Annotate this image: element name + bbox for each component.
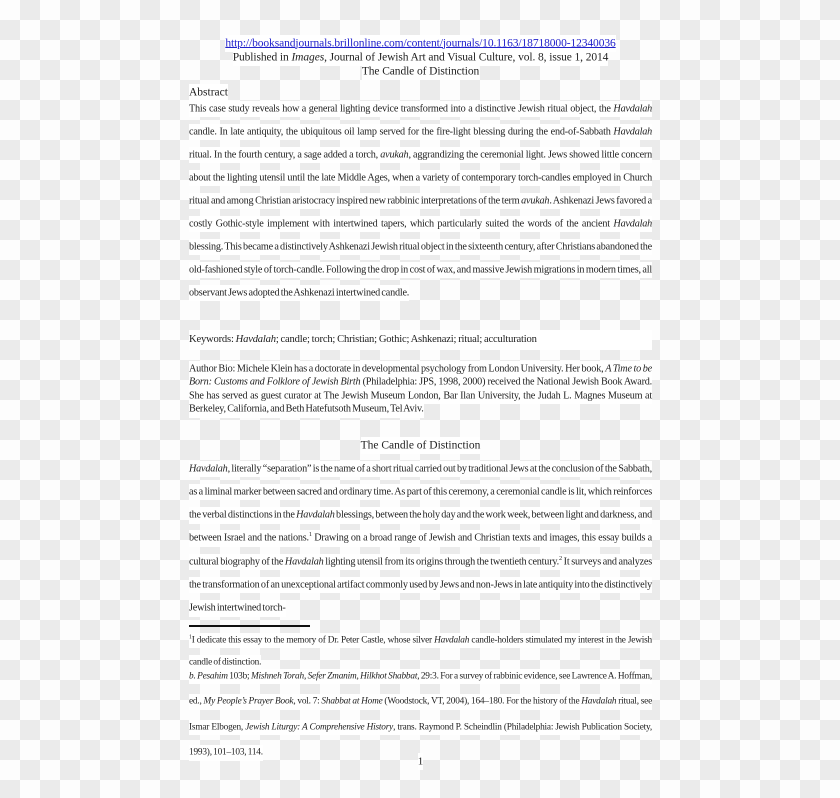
page-number-row <box>189 754 652 768</box>
page-header <box>189 36 652 78</box>
abstract-heading: Abstract <box>189 84 228 102</box>
footnote-separator <box>189 625 310 627</box>
section-heading-row <box>189 438 652 452</box>
footnote-1: $^1$I dedicate this essay to the memory of Dr. Peter Castle, whose silver Havdalah candle-holders stimulated my interest in the Jewish candle of distinction. <box>189 629 652 673</box>
document-title: The Candle of Distinction <box>362 63 479 81</box>
publication-line <box>189 50 652 64</box>
section-title: The Candle of Distinction <box>361 437 481 455</box>
source-url-link[interactable]: http://booksandjournals.brillonline.com/content/journals/10.1163/18718000-12340036 <box>225 35 615 53</box>
source-url-line <box>189 36 652 50</box>
footnote-2: b. Pesahim 103b; Mishneh Torah, Sefer Zmanim, Hilkhot Shabbat, 29:3. For a survey of rabbinic evidence, see Lawrence A. Hoffman, ed., My People’s Prayer Book, vol. 7: Shabbat at Home (Woodstock, VT, 2004), 164–180. For the history of the Havdalah ritual, see Ismar Elbogen, Jewish Liturgy: A Comprehensive History, trans. Raymond P. Scheindlin (Philadelphia: Jewish Publication Society, 1993), 101–103, 114. <box>189 664 652 766</box>
body-text: Havdalah, literally “separation” is the name of a short ritual carried out by traditional Jews at the conclusion of the Sabbath, as a liminal marker between sacred and ordinary time. As part of this ceremony, a ceremonial candle is lit, which reinforces the verbal distinctions in the Havdalah blessings, between the holy day and the work week, between light and darkness, and between Israel and the nations.$^1$ Drawing on a broad range of Jewish and Christian texts and images, this essay builds a cultural biography of the Havdalah lighting utensil from its origins through the twentieth century.$^2$ It surveys and analyzes the transformation of an unexceptional artifact commonly used by Jews and non-Jews in late antiquity into the distinctively Jewish intertwined torch- <box>189 457 652 620</box>
keywords-line: Keywords: Havdalah; candle; torch; Christian; Gothic; Ashkenazi; ritual; acculturation <box>189 330 652 350</box>
document-page <box>189 0 652 798</box>
page-number: 1 <box>418 753 424 771</box>
keywords-row <box>189 330 652 350</box>
abstract-text: This case study reveals how a general lighting device transformed into a distinctive Jewish ritual object, the Havdalah candle. In late antiquity, the ubiquitous oil lamp served for the fire-light blessing during the end-of-Sabbath Havdalah ritual. In the fourth century, a sage added a torch, avukah, aggrandizing the ceremonial light. Jews showed little concern about the lighting utensil until the late Middle Ages, when a variety of contemporary torch-candles employed in Church ritual and among Christian aristocracy inspired new rabbinic interpretations of the term avukah. Ashkenazi Jews favored a costly Gothic-style implement with intertwined tapers, which particularly suited the words of the ancient Havdalah blessing. This became a distinctively Ashkenazi Jewish ritual object in the sixteenth century, after Christians abandoned the old-fashioned style of torch-candle. Following the drop in cost of wax, and massive Jewish migrations in modern times, all observant Jews adopted the Ashkenazi intertwined candle. <box>189 97 652 304</box>
title-line <box>189 64 652 78</box>
author-bio: Author Bio: Michele Klein has a doctorate in developmental psychology from London University. Her book, A Time to be Born: Customs and Folklore of Jewish Birth (Philadelphia: JPS, 1998, 2000) received the National Jewish Book Award. She has served as guest curator at The Jewish Museum London, Bar Ilan University, the Judah L. Magnes Museum at Berkeley, California, and Beth Hatefutsoth Museum, Tel Aviv. <box>189 362 652 416</box>
publication-info: Published in Images, Journal of Jewish Art and Visual Culture, vol. 8, issue 1, 2014 <box>233 49 609 67</box>
